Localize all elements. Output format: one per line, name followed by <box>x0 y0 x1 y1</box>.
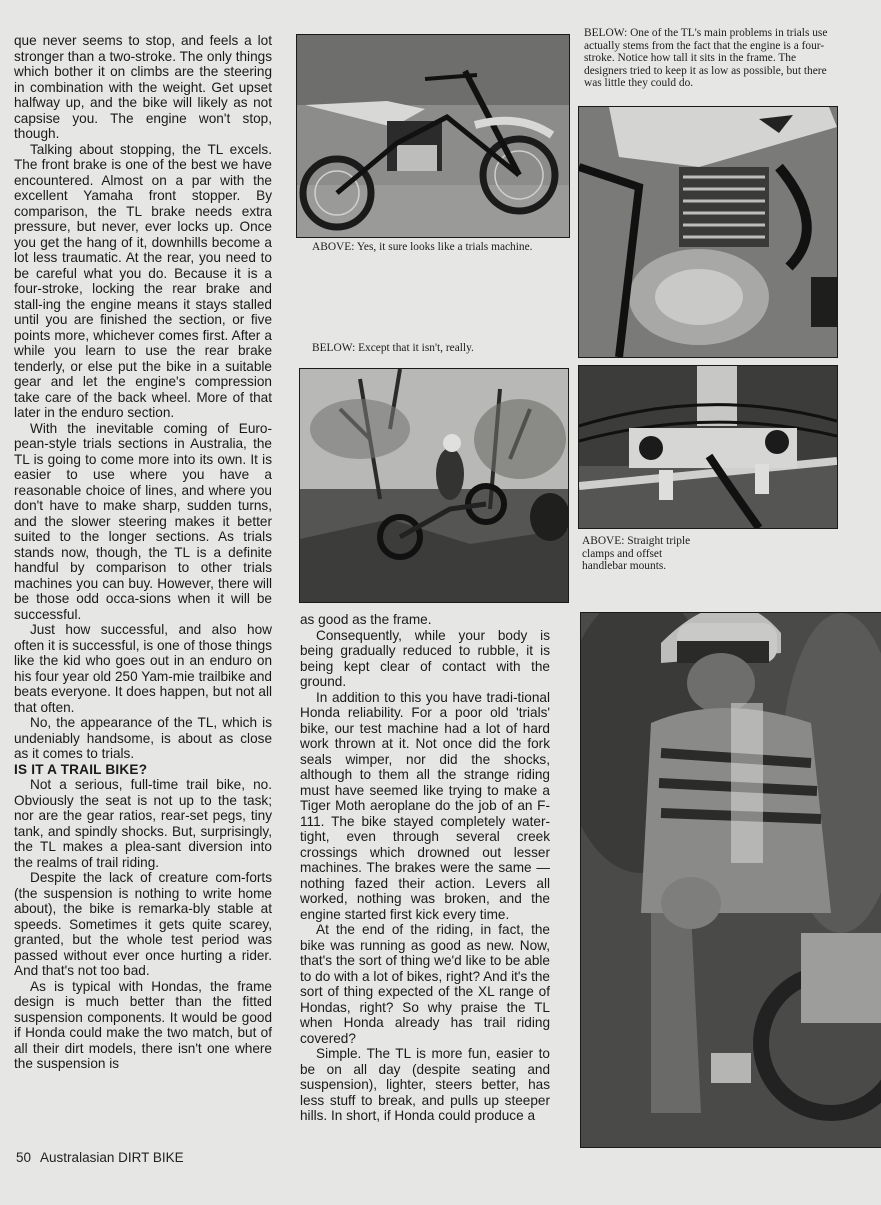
paragraph: At the end of the riding, in fact, the bike was running as good as new. Now, that's the sort of thing we'd like to be able to do with a lot of bikes, right? And it's the sort of thing expected of the XL range of Hondas, right? So why praise the TL when Honda already has trail riding covered? <box>300 922 550 1046</box>
paragraph: Despite the lack of creature com-forts (the suspension is nothing to write home about), the bike is remarka-bly stable at speeds. Sometimes it gets quite scarey, granted, but the whole test period was passed without ever once hurting a rider. And that's not too bad. <box>14 870 272 978</box>
section-heading: IS IT A TRAIL BIKE? <box>14 761 148 777</box>
paragraph: Talking about stopping, the TL excels. The front brake is one of the best we have encountered. Almost on a par with the excellent Yamaha front stopper. By comparison, the TL brake needs extra pressure, but never, ever locks up. Once you get the hang of it, downhills become a lot less traumatic. At the rear, you need to be careful what you do. Because it is a four-stroke, locking the rear brake and stall-ing the engine means it stays stalled until you are finished the section, or five points more, whichever comes first. After a while you learn to use the rear brake tenderly, or else put the bike in a suitable gear and let the engine's compression take care of the back wheel. More of that later in the enduro section. <box>14 141 272 420</box>
page-number: 50 <box>16 1150 32 1165</box>
photo-engine-closeup <box>578 106 838 358</box>
publication-name: Australasian DIRT BIKE <box>40 1150 184 1165</box>
photo-triple-clamps <box>578 365 838 529</box>
paragraph: Simple. The TL is more fun, easier to be on all day (despite seating and suspension), lighter, steers better, has less stuff to break, and pulls up steeper hills. In short, if Honda could produce a <box>300 1046 550 1123</box>
photo-rider-portrait <box>580 612 881 1148</box>
photo-bike-side-view <box>296 34 570 238</box>
paragraph: Not a serious, full-time trail bike, no. Obviously the seat is not up to the task; nor are the gear ratios, rear-set pegs, tiny tank, and spindly shocks. But, surprisingly, the TL makes a plea-sant diversion into the realms of trail riding. <box>14 777 272 870</box>
paragraph: As is typical with Hondas, the frame design is much better than the fitted suspension components. It would be good if Honda could make the two match, but of all their dirt models, there isn't one where the suspension is <box>14 978 272 1071</box>
article-column-2 <box>300 612 550 1124</box>
paragraph: as good as the frame. <box>300 612 432 627</box>
paragraph: No, the appearance of the TL, which is undeniably handsome, is about as close as it comes to trials. <box>14 715 272 761</box>
paragraph: Just how successful, and also how often it is successful, is one of those things like the kid who goes out in an enduro on his four year old 250 Yam-mie trailbike and beats everyone. It does happen, but not all that often. <box>14 622 272 715</box>
caption-below-except: BELOW: Except that it isn't, really. <box>312 342 474 354</box>
paragraph: In addition to this you have tradi-tional Honda reliability. For a poor old 'trials' bike, our test machine had a lot of hard work thrown at it. Not once did the fork seals wimper, nor did the shocks, although to them all the strange riding must have seemed like trying to make a Tiger Moth aeroplane do the job of an F-111. The bike stayed completely water-tight, even through several creek crossings which drowned out lesser machines. The brakes were the same — nothing fazed their action. Levers all worked, nothing was broken, and the engine started first kick every time. <box>300 689 550 922</box>
paragraph: que never seems to stop, and feels a lot stronger than a two-stroke. The only things which bother it on climbs are the steering in combination with the weight. Get upset halfway up, and the bike will likely as not capsise you. The engine won't stop, though. <box>14 33 272 141</box>
caption-above-clamps: ABOVE: Straight triple clamps and offset handlebar mounts. <box>582 535 691 572</box>
photo-rider-on-rocks <box>299 368 569 603</box>
paragraph: With the inevitable coming of Euro-pean-style trials sections in Australia, the TL is going to come more into its own. It is easier to use where you have a reasonable choice of lines, and where you don't have to make sharp, sudden turns, and the slower steering makes it better suited to the longer sections. As trials stands now, though, the TL is a definite handful by comparison to other trials machines you can buy. However, there will be those odd occa-sions when it will be successful. <box>14 420 272 622</box>
paragraph: Consequently, while your body is being gradually reduced to rubble, it is being kept clear of contact with the ground. <box>300 627 550 689</box>
article-column-1 <box>14 33 272 1072</box>
page-footer <box>16 1150 190 1165</box>
caption-above-trials: ABOVE: Yes, it sure looks like a trials machine. <box>312 241 533 253</box>
caption-below-problems: BELOW: One of the TL's main problems in trials use actually stems from the fact that the engine is a four-stroke. Notice how tall it sits in the frame. The designers tried to keep it as low as possible, but there was little they could do. <box>584 27 828 89</box>
